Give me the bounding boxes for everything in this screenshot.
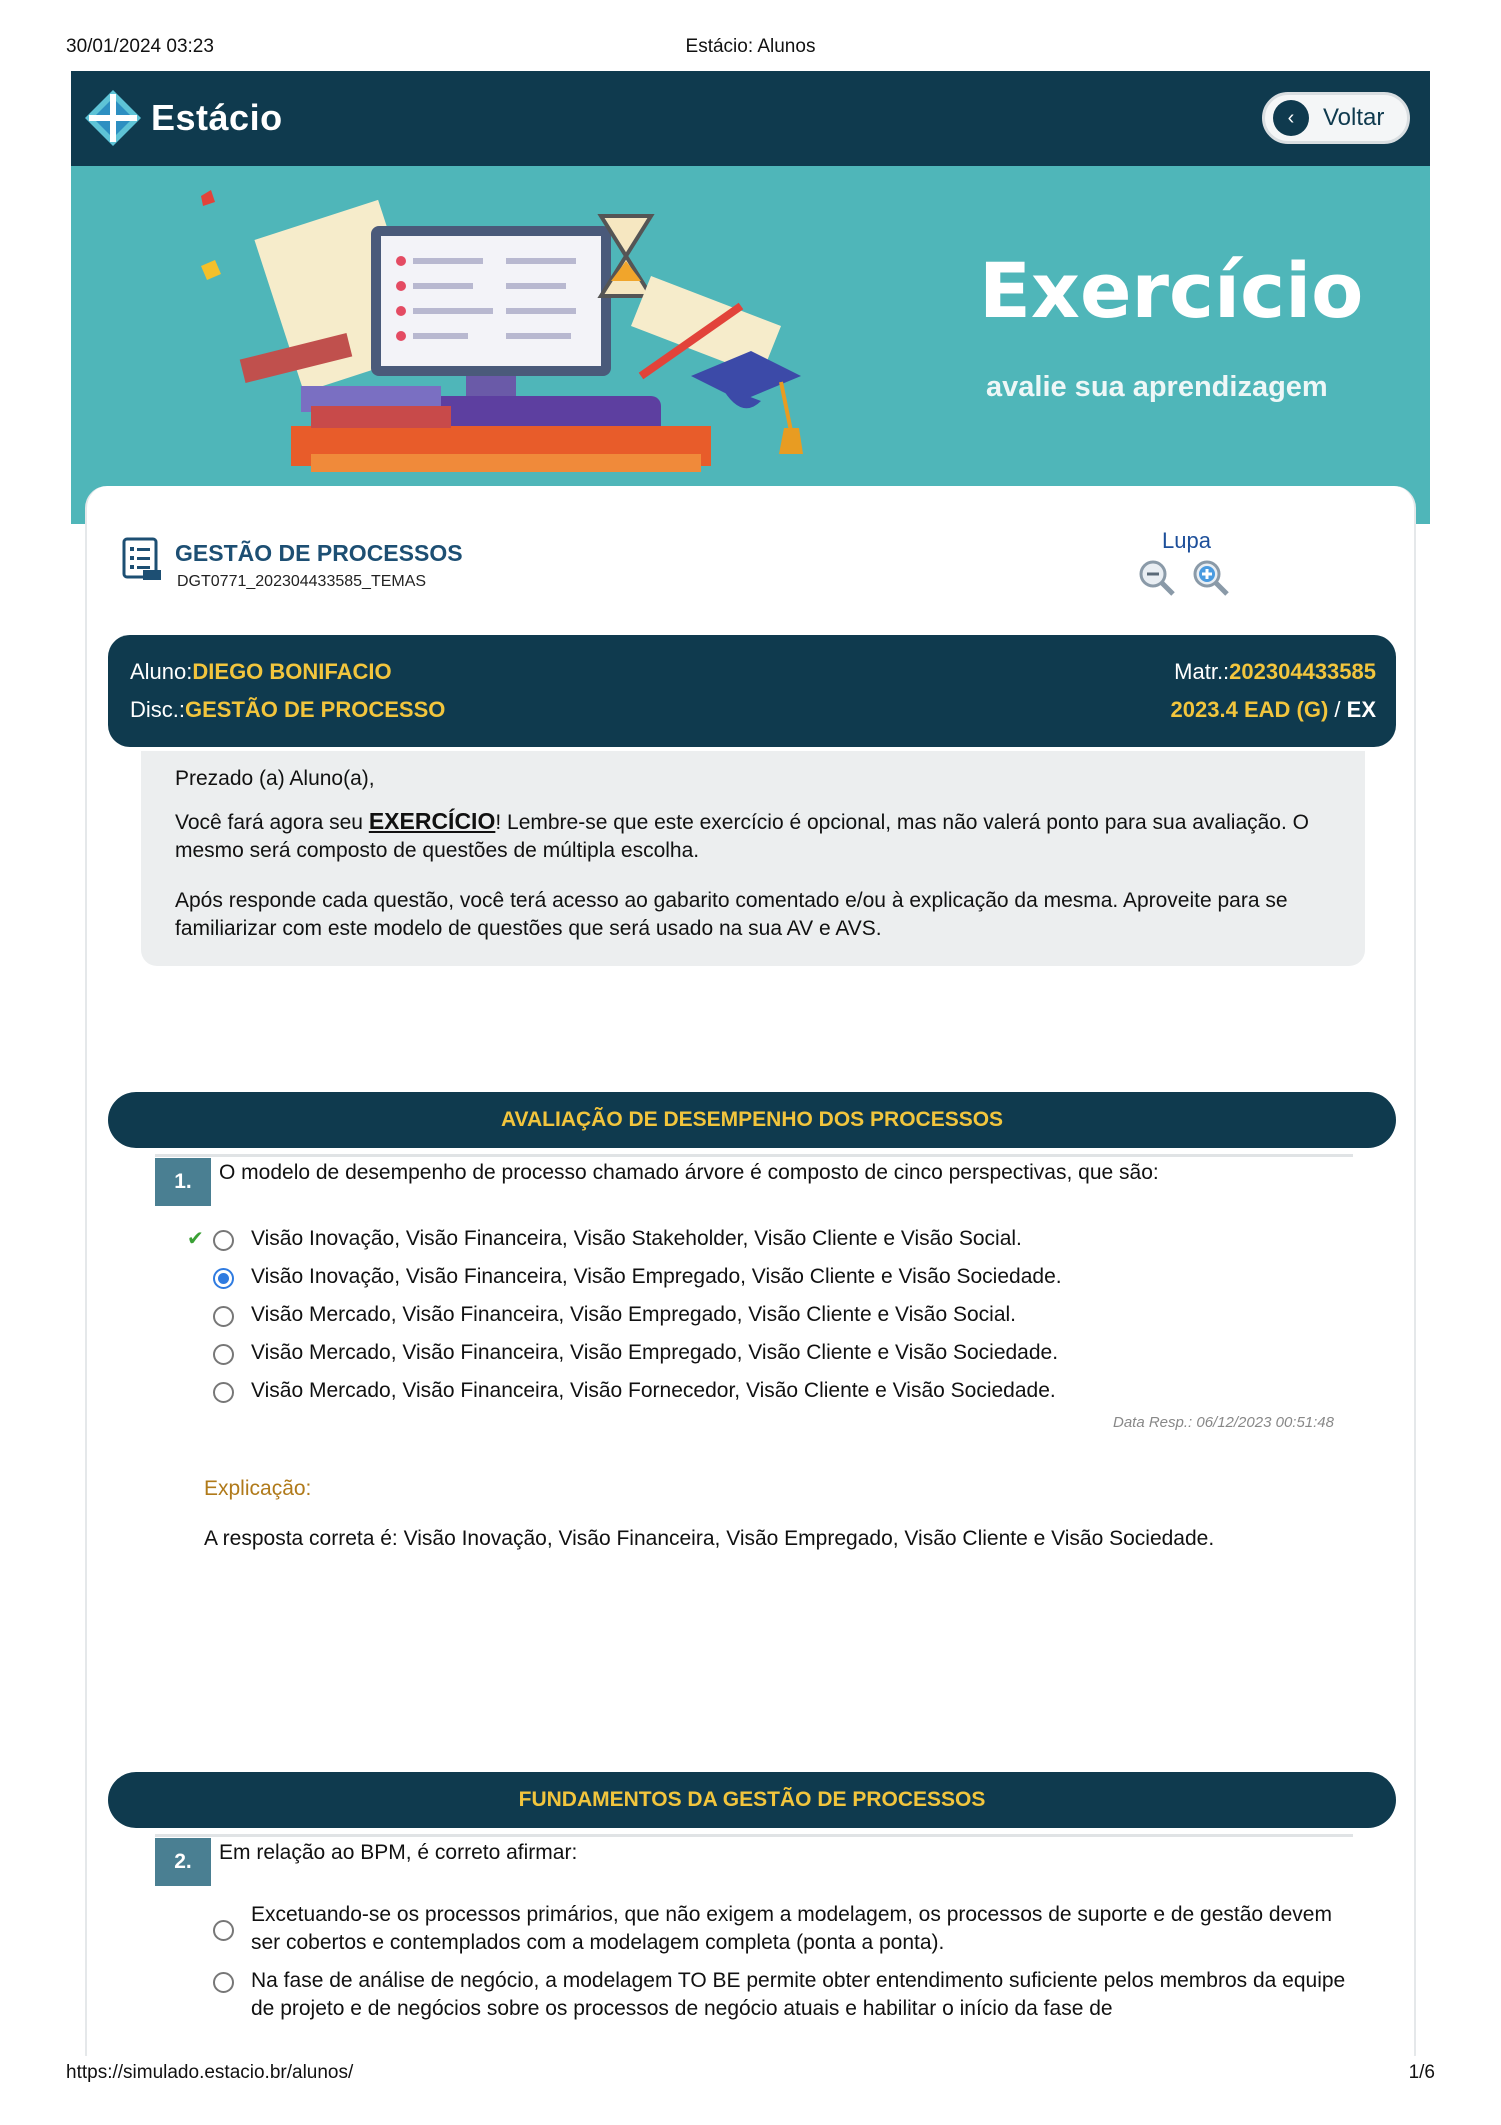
answer-option[interactable] xyxy=(213,1380,1353,1405)
question-text: O modelo de desempenho de processo chamado árvore é composto de cinco perspectivas, que são: xyxy=(219,1161,1159,1184)
document-list-icon xyxy=(121,536,163,582)
banner-subtitle: avalie sua aprendizagem xyxy=(986,371,1328,403)
matricula-row xyxy=(1174,659,1376,685)
section-title-1: AVALIAÇÃO DE DESEMPENHO DOS PROCESSOS xyxy=(108,1092,1396,1148)
answer-option-label: Visão Inovação, Visão Financeira, Visão Stakeholder, Visão Cliente e Visão Social. xyxy=(251,1227,1022,1250)
radio-button[interactable] xyxy=(213,1382,234,1403)
radio-button-selected[interactable] xyxy=(213,1268,234,1289)
aluno-value: DIEGO BONIFACIO xyxy=(192,659,392,684)
question-text: Em relação ao BPM, é correto afirmar: xyxy=(219,1841,578,1864)
question-number: 1. xyxy=(155,1158,211,1206)
logo[interactable] xyxy=(83,87,283,149)
term-separator: / xyxy=(1328,697,1341,722)
check-icon: ✔ xyxy=(187,1228,204,1250)
answer-option[interactable] xyxy=(213,1228,1353,1253)
chevron-left-icon: ‹ xyxy=(1273,100,1309,136)
course-code: DGT0771_202304433585_TEMAS xyxy=(177,573,427,590)
disc-label: Disc.: xyxy=(130,697,185,722)
question-divider xyxy=(155,1154,1353,1157)
print-datetime: 30/01/2024 03:23 xyxy=(66,36,214,57)
intro-paragraph-2: Após responde cada questão, você terá acesso ao gabarito comentado e/ou à explicação da mesma. Aproveite para se familiarizar com este modelo de questões que será usado na sua AV e AVS. xyxy=(175,889,1288,940)
hero-banner xyxy=(71,166,1430,524)
radio-button[interactable] xyxy=(213,1344,234,1365)
response-date: Data Resp.: 06/12/2023 00:51:48 xyxy=(1112,1414,1334,1431)
radio-button[interactable] xyxy=(213,1972,234,1993)
radio-button[interactable] xyxy=(213,1920,234,1941)
student-info-bar xyxy=(108,635,1396,747)
disc-value: GESTÃO DE PROCESSO xyxy=(185,697,446,722)
study-illustration xyxy=(181,186,821,506)
back-button-label: Voltar xyxy=(1323,104,1385,131)
matr-value: 202304433585 xyxy=(1229,659,1376,684)
content-card xyxy=(85,486,1416,2056)
answer-option-label: Excetuando-se os processos primários, que não exigem a modelagem, os processos de suporte e de gestão devem ser cobertos e contemplados com a modelagem completa (ponta a ponta). xyxy=(251,1903,1332,1954)
section-title-2: FUNDAMENTOS DA GESTÃO DE PROCESSOS xyxy=(108,1772,1396,1828)
print-title: Estácio: Alunos xyxy=(685,36,816,57)
answer-option[interactable] xyxy=(213,1342,1353,1367)
print-url: https://simulado.estacio.br/alunos/ xyxy=(66,2062,354,2083)
answer-option-label: Visão Mercado, Visão Financeira, Visão Empregado, Visão Cliente e Visão Sociedade. xyxy=(251,1341,1059,1364)
intro-paragraph-1 xyxy=(175,807,1335,865)
answer-option-label: Visão Mercado, Visão Financeira, Visão Empregado, Visão Cliente e Visão Social. xyxy=(251,1303,1017,1326)
matr-label: Matr.: xyxy=(1174,659,1230,684)
answer-option-label: Na fase de análise de negócio, a modelagem TO BE permite obter entendimento suficiente pelos membros da equipe de projeto e de negócios sobre os processos de negócio atuais e habilitar o início da fase de xyxy=(251,1969,1346,2020)
answer-option-label: Visão Inovação, Visão Financeira, Visão Empregado, Visão Cliente e Visão Sociedade. xyxy=(251,1265,1062,1288)
intro-exercicio-word: EXERCÍCIO xyxy=(368,808,496,834)
top-navbar xyxy=(71,71,1430,166)
zoom-in-icon[interactable] xyxy=(1191,558,1231,598)
aluno-label: Aluno: xyxy=(130,659,193,684)
term-type: EX xyxy=(1346,697,1376,722)
intro-panel xyxy=(141,751,1365,966)
explanation-text: A resposta correta é: Visão Inovação, Visão Financeira, Visão Empregado, Visão Cliente e Visão Sociedade. xyxy=(204,1527,1215,1550)
answer-option[interactable] xyxy=(213,1970,1353,2023)
logo-text: Estácio xyxy=(151,97,283,138)
answer-option-label: Visão Mercado, Visão Financeira, Visão Fornecedor, Visão Cliente e Visão Sociedade. xyxy=(251,1379,1056,1402)
question-number: 2. xyxy=(155,1838,211,1886)
term-value: 2023.4 EAD (G) xyxy=(1170,697,1329,722)
answer-option[interactable] xyxy=(213,1904,1353,1957)
radio-button[interactable] xyxy=(213,1230,234,1251)
zoom-out-icon[interactable] xyxy=(1137,558,1177,598)
question-divider xyxy=(155,1834,1353,1837)
magnifier-label: Lupa xyxy=(1162,528,1211,553)
answer-option[interactable] xyxy=(213,1304,1353,1329)
intro-p1-after: ! Lembre-se que este exercício é opcional, mas não valerá ponto para sua avaliação. O mesmo será composto de questões de múltipla escolha. xyxy=(175,811,1309,862)
intro-greeting: Prezado (a) Aluno(a), xyxy=(175,767,375,790)
explanation-title: Explicação: xyxy=(204,1477,312,1500)
banner-title: Exercício xyxy=(979,246,1364,335)
student-name-row xyxy=(130,659,392,685)
back-button[interactable] xyxy=(1262,92,1410,144)
estacio-logo-icon xyxy=(83,88,143,148)
discipline-row xyxy=(130,697,445,723)
course-title: GESTÃO DE PROCESSOS xyxy=(175,540,463,566)
print-page-number: 1/6 xyxy=(1408,2062,1435,2083)
radio-button[interactable] xyxy=(213,1306,234,1327)
intro-p1-before: Você fará agora seu xyxy=(175,811,369,834)
answer-option-selected[interactable] xyxy=(213,1266,1353,1291)
page xyxy=(71,71,1430,2056)
term-row xyxy=(1171,697,1376,723)
